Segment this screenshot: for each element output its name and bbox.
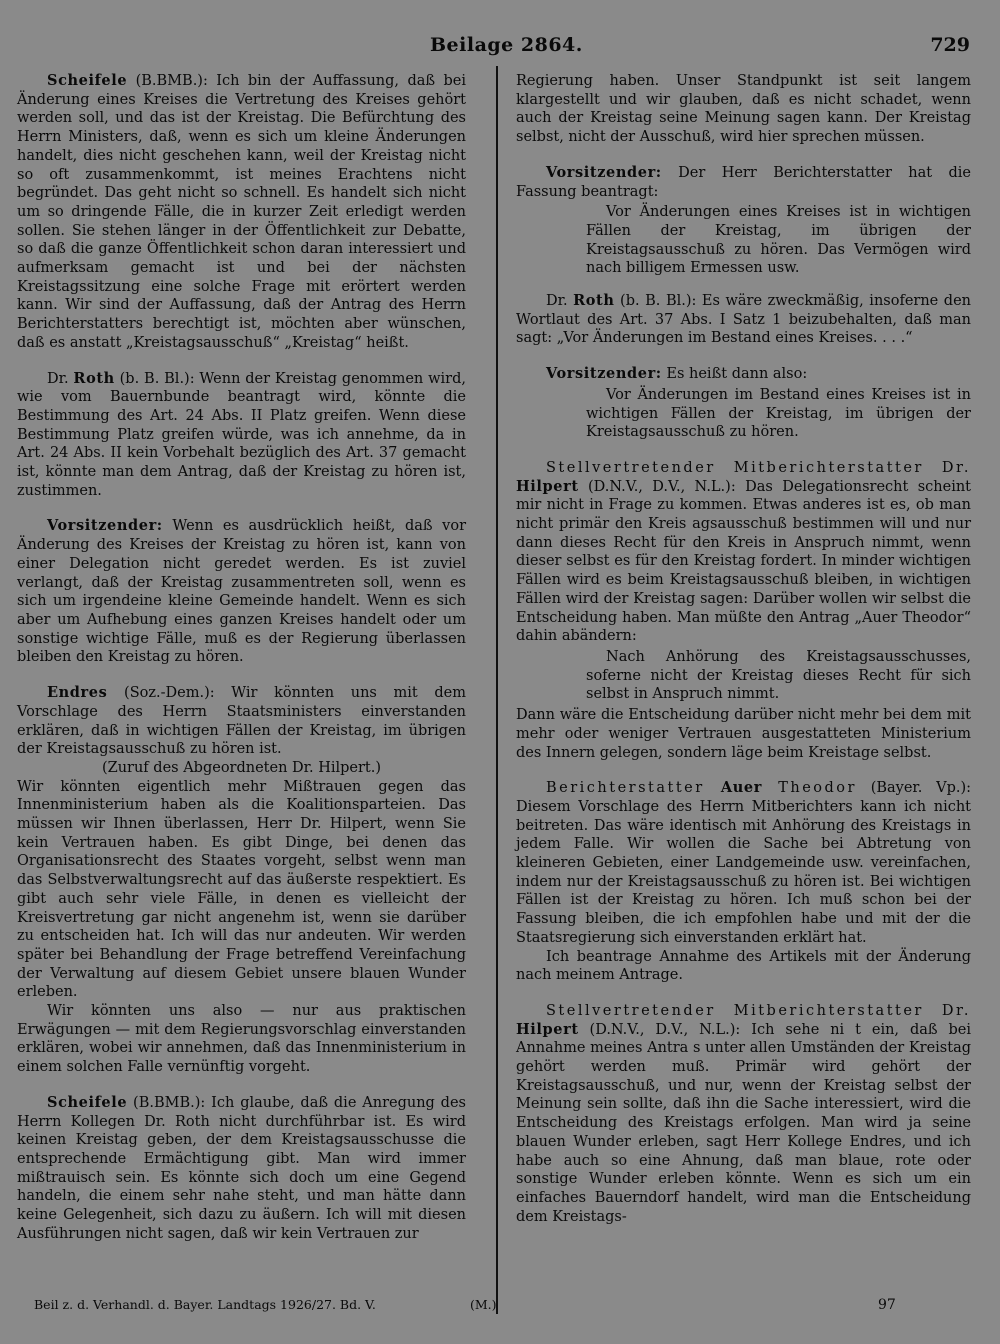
right-column: [516, 72, 971, 1226]
quoted-motion: Vor Änderungen eines Kreises ist in wichtigen Fällen der Kreistag, im übrigen der Kreistagsausschuß zu hören. Das Vermögen wird nach billigem Ermessen usw.: [586, 204, 971, 277]
paragraph: Scheifele (B.BMB.): Ich glaube, daß die Anregung des Herrn Kollegen Dr. Roth nicht durchführbar ist. Es wird keinen Kreistag geben, der dem Kreistagsausschusse die entsprechende Ermächtigung gibt. Man wird immer mißtrauisch sein. Es könnte sich doch um eine Gegend handeln, die einem sehr nahe steht, und man hätte dann keine Gelegenheit, sich dazu zu äußern. Ich will mit diesen Ausführungen nicht sagen, daß wir kein Vertrauen zur: [17, 1093, 466, 1242]
column-divider: [496, 66, 498, 1314]
paragraph: Vorsitzender: Es heißt dann also:: [546, 365, 808, 383]
speaker-name: Vorsitzender:: [546, 365, 662, 383]
paragraph: Ich beantrage Annahme des Artikels mit der Änderung nach meinem Antrage.: [516, 948, 971, 984]
paragraph: Endres (Soz.-Dem.): Wir könnten uns mit dem Vorschlage des Herrn Staatsministers einverstanden erklären, daß in wichtigen Fällen der Kreistag, im übrigen der Kreistagsausschuß zu hören ist.: [17, 684, 466, 758]
paragraph: Wir könnten uns also — nur aus praktischen Erwägungen — mit dem Regierungsvorschlag einverstanden erklären, wobei wir annehmen, daß das Innenministerium in einem solchen Falle vernünftig vorgeht.: [17, 1003, 466, 1076]
speaker-name: Roth: [573, 292, 615, 310]
paragraph: Wir könnten eigentlich mehr Mißtrauen gegen das Innenministerium haben als die Koalitionsparteien. Das müssen wir Ihnen überlassen, Herr Dr. Hilpert, wenn Sie kein Vertrauen haben. Es gibt Dinge, bei denen das Organisationsrecht des Staates vorgeht, selbst wenn man das Selbstverwaltungsrecht auf das äußerste respektiert. Es gibt auch sehr viele Fälle, in denen es vielleicht der Kreisvertretung gar nicht angenehm ist, wenn sie darüber zu entscheiden hat. Ich will das nur andeuten. Wir werden später bei Behandlung der Frage betreffend Vereinfachung der Verwaltung auf diesem Gebiet unsere blauen Wunder erleben.: [17, 778, 466, 1001]
paragraph: Berichterstatter Auer Theodor (Bayer. Vp.): Diesem Vorschlage des Herrn Mitberichters kann ich nicht beitreten. Das wäre identisch mit Anhörung des Kreistags in jedem Falle. Wir wollen die Sache bei Abtretung von kleineren Gebieten, einer Landgemeinde usw. vereinfachen, indem nur der Kreistagsausschuß zu hören ist. Bei wichtigen Fällen ist der Kreistag zu hören. Ich muß schon bei der Fassung bleiben, die ich empfohlen habe und mit der die Staatsregierung sich einverstanden erklärt hat.: [516, 779, 971, 946]
speaker-name: Roth: [73, 369, 115, 387]
footer-mark: (M.): [470, 1297, 497, 1312]
paragraph: Dr. Roth (b. B. Bl.): Es wäre zweckmäßig, insoferne den Wortlaut des Art. 37 Abs. I Satz 1 beizubehalten, daß man sagt: „Vor Änderungen im Bestand eines Kreises. . . .“: [516, 292, 971, 347]
footer-citation: Beil z. d. Verhandl. d. Bayer. Landtags 1926/27. Bd. V.: [34, 1297, 376, 1312]
speaker-name: Vorsitzender:: [47, 517, 163, 535]
interjection: (Zuruf des Abgeordneten Dr. Hilpert.): [101, 759, 382, 776]
page-header: [0, 34, 1000, 56]
left-column: [17, 72, 466, 1243]
speaker-name: Scheifele: [47, 1093, 128, 1111]
paragraph: Stellvertretender Mitberichterstatter Dr. Hilpert (D.N.V., D.V., N.L.): Das Delegationsrecht scheint mir nicht in Frage zu kommen. Etwas anderes ist es, ob man nicht primär den Kreis agsausschuß bestimmen will und nur dann dieses Recht für den Kreis in Anspruch nimmt, wenn dieser selbst es für den Kreistag fordert. In minder wichtigen Fällen wird es beim Kreistagsausschuß bleiben, in wichtigen Fällen wird der Kreistag sagen: Darüber wollen wir selbst die Entscheidung haben. Man müßte den Antrag „Auer Theodor“ dahin abändern:: [516, 459, 971, 645]
paragraph: Dann wäre die Entscheidung darüber nicht mehr bei dem mit mehr oder weniger Vertrauen ausgestatteten Ministerium des Innern gelegen, sondern läge beim Kreistage selbst.: [516, 707, 971, 761]
paragraph: Regierung haben. Unser Standpunkt ist seit langem klargestellt und wir glauben, daß es nicht schadet, wenn auch der Kreistag seine Meinung sagen kann. Der Kreistag selbst, nicht der Ausschuß, wird hier sprechen müssen.: [516, 73, 971, 146]
quoted-motion: Nach Anhörung des Kreistagsausschusses, soferne nicht der Kreistag dieses Recht für sich selbst in Anspruch nimmt.: [586, 648, 971, 703]
paragraph: Dr. Roth (b. B. Bl.): Wenn der Kreistag genommen wird, wie vom Bauernbunde beantragt wird, könnte die Bestimmung des Art. 24 Abs. II Platz greifen. Wenn diese Bestimmung Platz greifen würde, was ich annehme, da in Art. 24 Abs. II kein Vorbehalt bezüglich des Art. 37 gemacht ist, könnte man dem Antrag, daß der Kreistag zu hören ist, zustimmen.: [17, 369, 466, 499]
page-number: 729: [930, 34, 970, 56]
speaker-name: Vorsitzender:: [546, 163, 662, 181]
footer-signature: 97: [878, 1297, 896, 1313]
speaker-name: Endres: [47, 684, 108, 702]
speaker-name: Auer: [720, 779, 762, 797]
speaker-name: Hilpert: [516, 477, 579, 495]
speaker-name: Hilpert: [516, 1020, 579, 1038]
paragraph: Vorsitzender: Der Herr Berichterstatter hat die Fassung beantragt:: [516, 163, 971, 200]
paragraph: Vorsitzender: Wenn es ausdrücklich heißt, daß vor Änderung des Kreises der Kreistag zu hören ist, kann von einer Delegation nicht geredet werden. Es ist zuviel verlangt, daß der Kreistag zusammentreten soll, wenn es sich um irgendeine kleine Gemeinde handelt. Wenn es sich aber um Aufhebung eines ganzen Kreises handelt oder um sonstige wichtige Fälle, muß es der Regierung überlassen bleiben den Kreistag zu hören.: [17, 517, 466, 666]
quoted-motion: Vor Änderungen im Bestand eines Kreises ist in wichtigen Fällen der Kreistag, im übrigen der Kreistagsausschuß zu hören.: [586, 386, 971, 441]
paragraph: Scheifele (B.BMB.): Ich bin der Auffassung, daß bei Änderung eines Kreises die Vertretung des Kreises gehört werden soll, und das ist der Kreistag. Die Befürchtung des Herrn Ministers, daß, wenn es sich um kleine Änderungen handelt, dies nicht geschehen kann, weil der Kreistag nicht so oft zusammenkommt, ist meines Erachtens nicht begründet. Das geht nicht so schnell. Es handelt sich nicht um so dringende Fälle, die in kurzer Zeit erledigt werden sollen. Sie stehen länger in der Öffentlichkeit zur Debatte, so daß die ganze Öffentlichkeit schon daran interessiert und aufmerksam gemacht ist und bei der nächsten Kreistagssitzung eine solche Frage mit erörtert werden kann. Wir sind der Auffassung, daß der Antrag des Herrn Berichterstatters berechtigt ist, möchten aber wünschen, daß es anstatt „Kreistagsausschuß“ „Kreistag“ heißt.: [17, 72, 466, 351]
paragraph: Stellvertretender Mitberichterstatter Dr. Hilpert (D.N.V., D.V., N.L.): Ich sehe ni t ein, daß bei Annahme meines Antra s unter allen Umständen der Kreistag gehört werden muß. Primär wird gehört der Kreistagsausschuß, und nur, wenn der Kreistag selbst der Meinung sein sollte, daß ihn die Sache interessiert, wird die Entscheidung des Kreistags erfolgen. Man wird ja seine blauen Wunder erleben, sagt Herr Kollege Endres, und ich habe auch so eine Ahnung, daß man blaue, rote oder sonstige Wunder erleben könnte. Wenn es sich um ein einfaches Bauerndorf handelt, wird man die Entscheidung dem Kreistags-: [516, 1002, 971, 1225]
page-title: Beilage 2864.: [430, 34, 583, 56]
speaker-name: Scheifele: [47, 72, 128, 89]
